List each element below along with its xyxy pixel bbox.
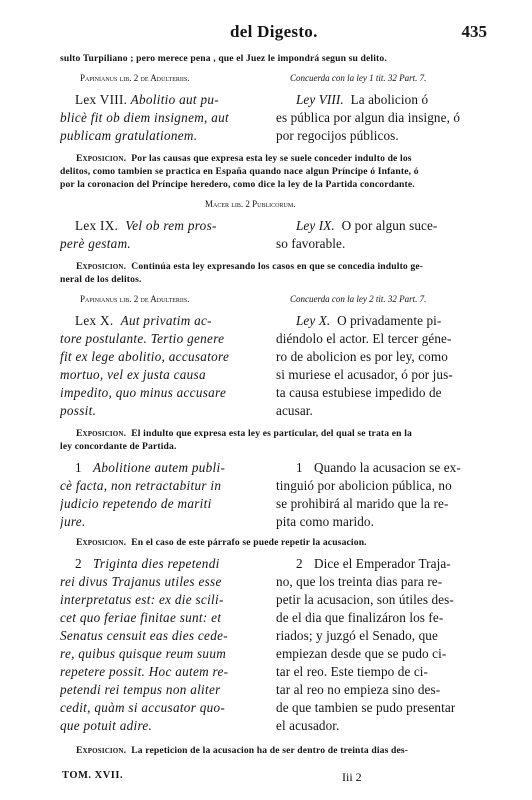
paragraph-number: 1 [296,460,303,475]
par2-latin-line-8: petendi rei tempus non aliter [60,682,221,697]
lex8-spanish-line-3: por regocijos públicos. [276,128,399,143]
running-title: del Digesto. [230,22,318,41]
volume-label: TOM. XVII. [62,770,124,781]
page-number: 435 [461,22,487,41]
lex10-latin-line-1: Lex X. Aut privatim ac- [75,313,212,328]
par1-spanish-line-3: se prohibirá al marido que la re- [276,496,449,511]
lex9-latin-line-1: Lex IX. Vel ob rem pros- [75,218,217,233]
lex9-spanish-lead: Ley IX. [296,218,335,233]
lex8-spanish-line-1: Ley VIII. La abolicion ó [296,92,429,107]
lex10-exposicion-line-2: ley concordante de Partida. [60,441,177,452]
par2-latin-line-10: que potuit adire. [60,718,153,733]
par2-spanish-line-3: petir la acusacion, son útiles des- [276,592,454,607]
page-header [60,22,487,46]
lex8-latin-line-3: publicam gratulationem. [60,128,198,143]
lex10-spanish-line-4: si muriese el acusador, ó por jus- [276,367,453,382]
par2-latin-line-9: cedit, quàm si accusator quo- [60,700,226,715]
lex9-exposicion-line-2: neral de los delitos. [60,274,142,285]
lex8-source-spanish: Concuerda con la ley 1 tit. 32 Part. 7. [290,73,427,83]
par1-latin-line-4: jure. [60,514,86,529]
par2-spanish-line-9: de que tambien se pudo presentar [276,700,456,715]
par2-spanish-line-4: de el dia que finalizáron los fe- [276,610,444,625]
exposicion-label: Exposicion. [76,261,127,272]
exposicion-label: Exposicion. [76,153,127,164]
lex10-spanish-line-1: Ley X. O privadamente pi- [296,313,442,328]
lex9-latin-line-2: perè gestam. [60,236,131,251]
par2-spanish-line-2: no, que los treinta dias para re- [276,574,443,589]
par2-exposicion: Exposicion. La repeticion de la acusacion ha de ser dentro de treinta dias des- [76,745,409,756]
lex10-spanish-line-2: diéndolo el actor. El tercer géne- [276,331,452,346]
lex8-source-latin: Papinianus lib. 2 de Adulteriis. [80,73,190,83]
lex10-spanish-line-6: acusar. [276,403,313,418]
lex8-latin-line-2: blicè fit ob diem insignem, aut [60,110,229,125]
par2-spanish-line-7: tar el reo. Este tiempo de ci- [276,664,429,679]
par2-latin-line-5: Senatus censuit eas dies cede- [60,628,228,643]
lex10-latin-line-5: impedito, quo minus accusare [60,385,227,400]
lex9-latin-lead: Lex IX. [75,218,119,233]
lex8-spanish-line-2: es pública por algun dia insigne, ó [276,110,461,125]
lex10-source-latin: Papinianus lib. 2 de Adulteriis. [80,294,190,304]
par1-latin-line-1: 1 Abolitione autem publi- [75,460,226,475]
paragraph-number: 1 [75,460,82,475]
par2-spanish-line-6: empiezan desde que se pudo ci- [276,646,447,661]
par1-latin-line-2: cè facta, non retractabitur in [60,478,222,493]
par2-latin-line-7: repetere possit. Hoc autem re- [60,664,229,679]
exposicion-label: Exposicion. [76,428,127,439]
lex10-spanish-line-5: ta causa estubiese impedido de [276,385,442,400]
lex10-latin-line-3: fit ex lege abolitio, accusatore [60,349,230,364]
paragraph-number: 2 [296,556,303,571]
lex10-latin-line-6: possit. [60,403,97,418]
lex10-latin-lead: Lex X. [75,313,114,328]
lex9-spanish-line-2: so favorable. [276,236,346,251]
lex9-exposicion-line-1: Exposicion. Continúa esta ley expresando los casos en que se concedia indulto ge- [76,261,424,272]
par1-exposicion: Exposicion. En el caso de este párrafo se puede repetir la acusacion. [76,537,367,548]
par2-spanish-line-5: riados; y juzgó el Senado, que [276,628,438,643]
lex9-spanish-line-1: Ley IX. O por algun suce- [296,218,438,233]
lex10-spanish-lead: Ley X. [296,313,331,328]
exposicion-label: Exposicion. [76,537,127,548]
lex8-latin-lead: Lex VIII. [75,92,128,107]
par1-latin-line-3: judicio repetendo de mariti [60,496,212,511]
par2-latin-line-1: 2 Triginta dies repetendi [75,556,220,571]
lex10-exposicion-line-1: Exposicion. El indulto que expresa esta ley es particular, del qual se trata en la [76,428,412,439]
lex8-spanish-lead: Ley VIII. [296,92,344,107]
lex8-exposicion-line-1: Exposicion. Por las causas que expresa esta ley se suele conceder indulto de los [76,153,412,164]
par2-spanish-line-1: 2 Dice el Emperador Traja- [296,556,451,571]
exposicion-label: Exposicion. [76,745,127,756]
par1-spanish-line-1: 1 Quando la acusacion se ex- [296,460,461,475]
lex9-source: Macer lib. 2 Publicorum. [205,199,296,209]
lex8-exposicion-line-2: delitos, como tambien se practica en España quando nace algun Príncipe ó Infante, ó [60,166,419,177]
par2-spanish-line-10: el acusador. [276,718,340,733]
par2-latin-line-2: rei divus Trajanus utiles esse [60,574,222,589]
lex10-latin-line-4: mortuo, vel ex justa causa [60,367,206,382]
par2-latin-line-6: re, quibus quisque reum suum [60,646,227,661]
par2-spanish-line-8: tar al reo no empieza sino des- [276,682,441,697]
lex10-source-spanish: Concuerda con la ley 2 tit. 32 Part. 7. [290,294,427,304]
par1-spanish-line-2: tinguió por abolicion pública, no [276,478,452,493]
lex8-exposicion-line-3: por la coronacion del Príncipe heredero, como dice la ley de la Partida concordante. [60,179,415,190]
par2-latin-line-4: cet quo feriae finitae sunt: et [60,610,222,625]
par2-latin-line-3: interpretatus est: ex die scili- [60,592,224,607]
continuation-line: sulto Turpiliano ; pero merece pena , que el Juez le impondrá segun su delito. [60,53,387,64]
signature-mark: Iii 2 [342,770,362,784]
lex10-latin-line-2: tore postulante. Tertio genere [60,331,225,346]
par1-spanish-line-4: pita como marido. [276,514,375,529]
paragraph-number: 2 [75,556,82,571]
lex10-spanish-line-3: ro de abolicion es por ley, como [276,349,448,364]
lex8-latin-line-1: Lex VIII. Abolitio aut pu- [75,92,219,107]
